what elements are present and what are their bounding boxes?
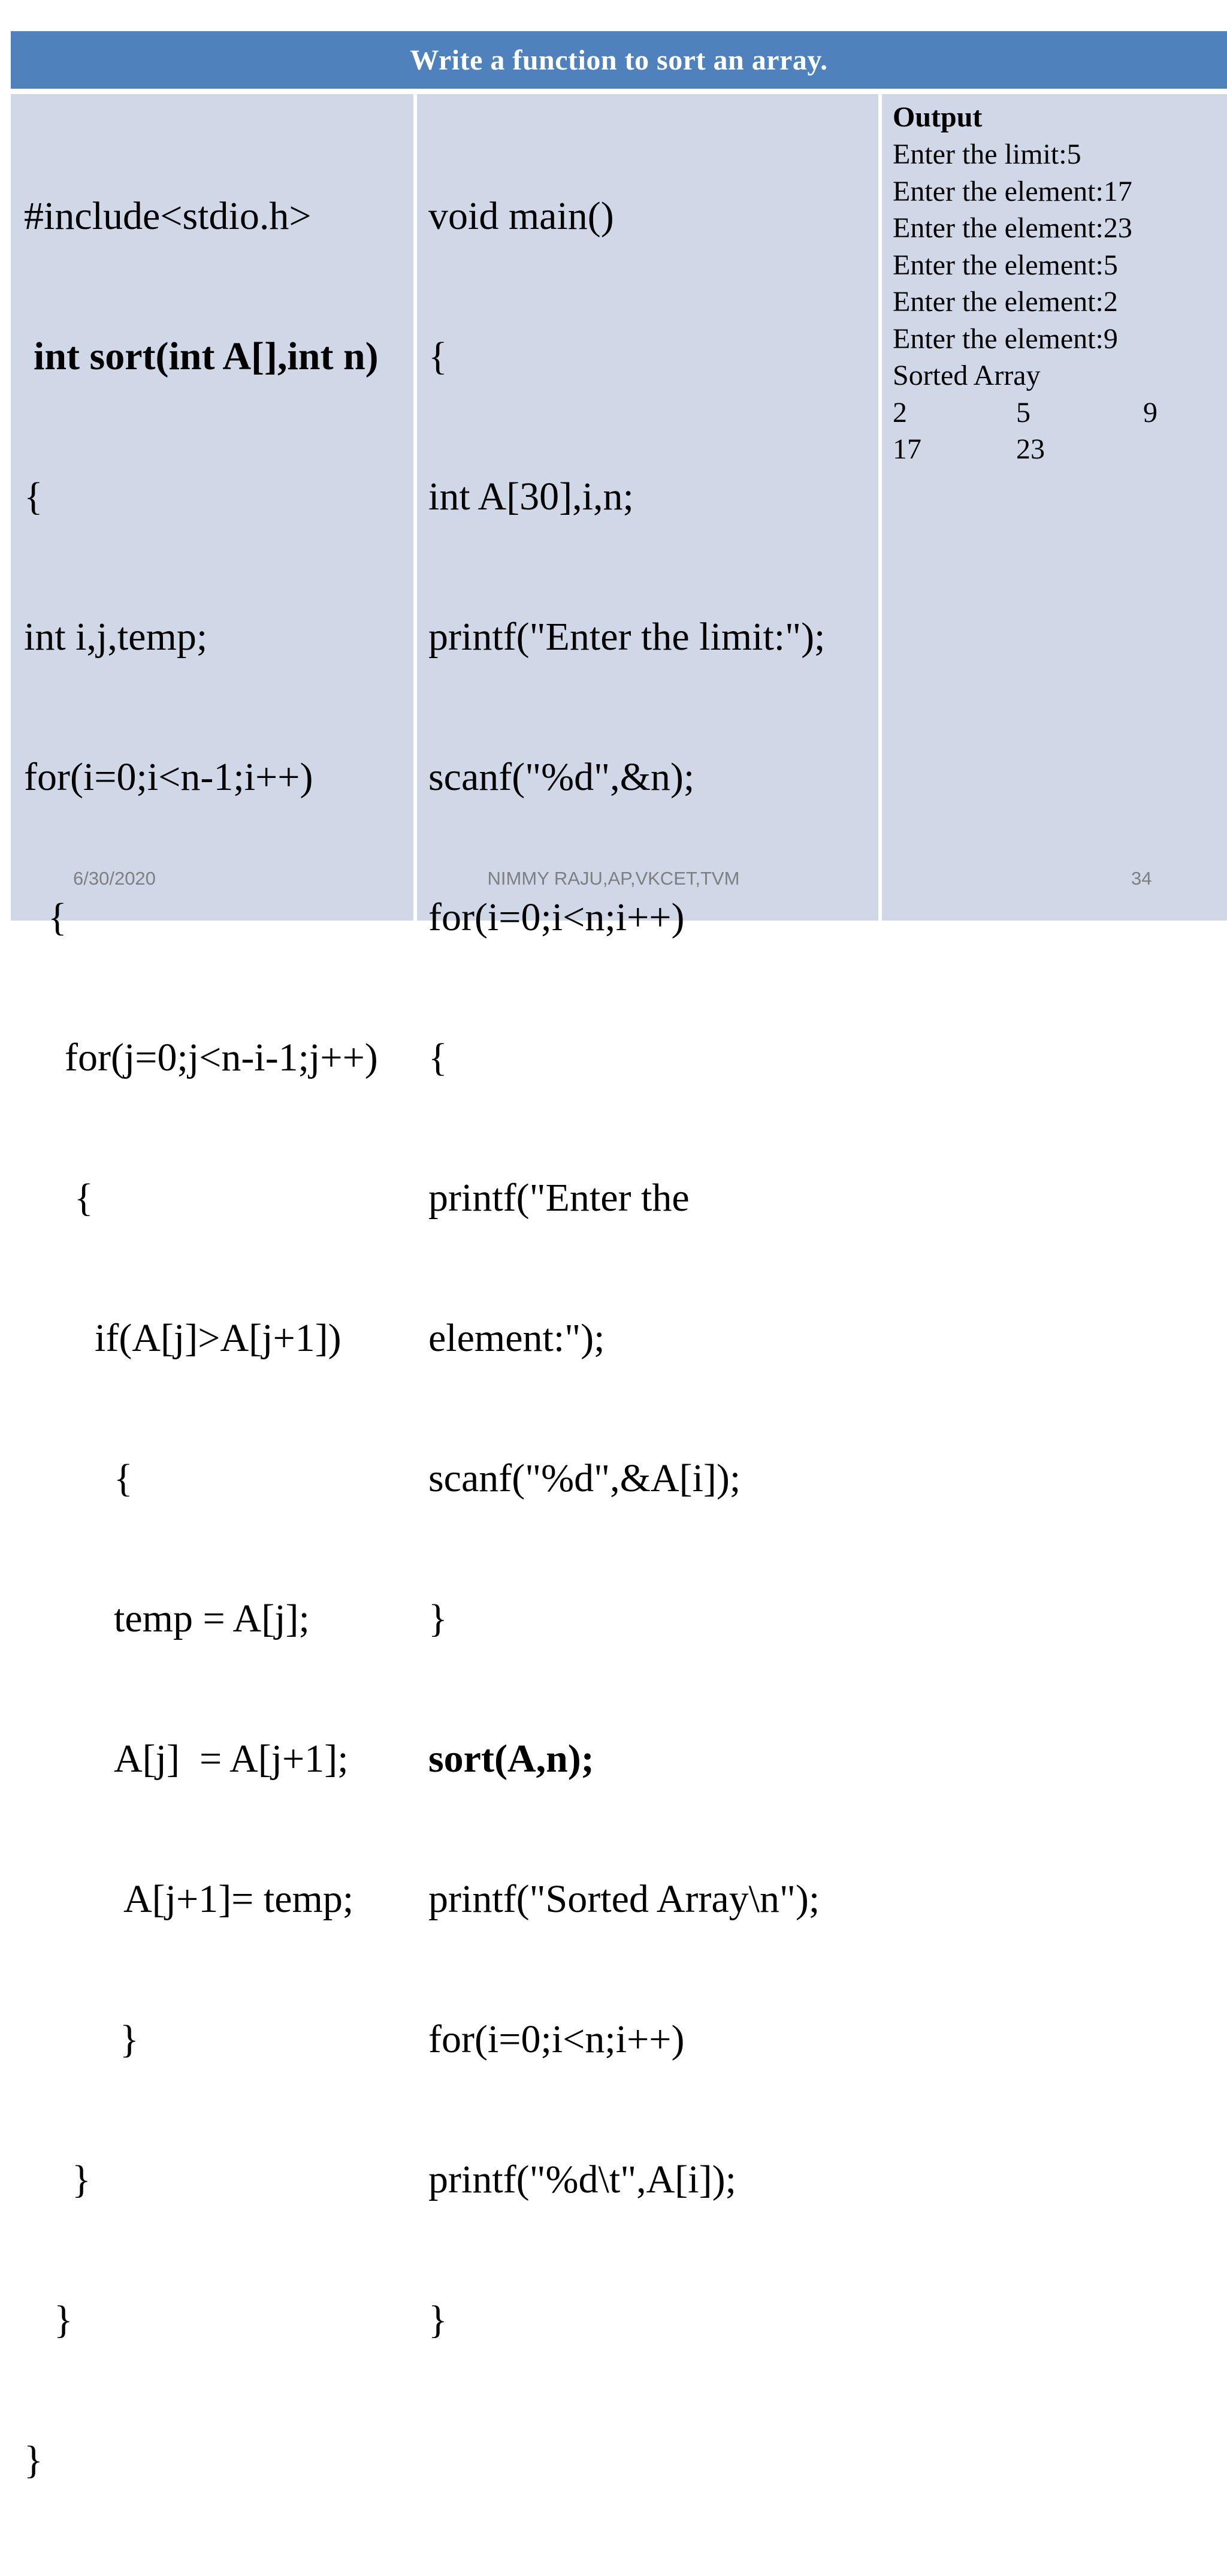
code-line: void main() [428, 194, 614, 238]
main-function-column [417, 94, 878, 2342]
code-line: for(j=0;j<n-i-1;j++) [65, 1036, 378, 1079]
code-line: scanf("%d",&A[i]); [428, 1456, 741, 1500]
code-line: } [120, 2017, 139, 2061]
code-line: { [48, 895, 67, 939]
output-line: Sorted Array [893, 360, 1041, 391]
code-line: A[j+1]= temp; [123, 1877, 354, 1921]
sorted-number: 9 [1143, 396, 1158, 429]
sorted-number: 2 [893, 396, 907, 429]
sort-function-code [24, 101, 379, 2576]
output-heading: Output [893, 101, 983, 133]
code-line: temp = A[j]; [114, 1597, 310, 1640]
code-line: printf("Enter the [428, 1176, 690, 1220]
output-line: Enter the element:5 [893, 249, 1118, 281]
code-line: for(i=0;i<n;i++) [428, 2017, 685, 2061]
output-block [893, 99, 1158, 468]
sorted-number: 23 [1016, 433, 1045, 465]
code-line: scanf("%d",&n); [428, 755, 695, 799]
sorted-number: 17 [893, 433, 921, 465]
code-line: printf("Sorted Array\n"); [428, 1877, 820, 1921]
output-column [882, 94, 1227, 921]
code-line: sort(A,n); [428, 1737, 594, 1781]
code-line: printf("%d\t",A[i]); [428, 2158, 736, 2201]
footer-author: NIMMY RAJU,AP,VKCET,TVM [487, 868, 740, 889]
footer-date: 6/30/2020 [73, 868, 156, 889]
code-line: element:"); [428, 1316, 605, 1360]
output-line: Enter the element:2 [893, 286, 1118, 318]
code-line: } [72, 2158, 91, 2201]
output-line: Enter the element:17 [893, 175, 1132, 207]
code-line: #include<stdio.h> [24, 194, 312, 238]
code-line: } [428, 2298, 448, 2342]
output-line: Enter the element:9 [893, 322, 1118, 355]
code-line: } [24, 2438, 43, 2482]
footer-page-number: 34 [1131, 868, 1152, 889]
code-line: int i,j,temp; [24, 615, 208, 659]
output-line: Enter the limit:5 [893, 138, 1081, 170]
code-line: for(i=0;i<n-1;i++) [24, 755, 313, 799]
sorted-number: 5 [1016, 396, 1030, 429]
code-line: { [428, 334, 448, 378]
code-line: printf("Enter the limit:"); [428, 615, 826, 659]
code-line: for(i=0;i<n;i++) [428, 895, 685, 939]
code-line: int sort(int A[],int n) [34, 334, 379, 378]
sort-function-column [11, 94, 413, 2482]
sorted-numbers-row [893, 431, 1132, 468]
code-line: { [24, 475, 43, 518]
code-line: } [54, 2298, 73, 2342]
code-line: A[j] = A[j+1]; [114, 1737, 349, 1781]
code-line: { [428, 1036, 448, 1079]
main-function-code [428, 101, 825, 2436]
slide-title: Write a function to sort an array. [11, 31, 1227, 89]
code-line: if(A[j]>A[j+1]) [95, 1316, 341, 1360]
output-line: Enter the element:23 [893, 212, 1132, 244]
code-line: { [114, 1456, 133, 1500]
code-line: } [428, 1597, 448, 1640]
code-line: { [74, 1176, 93, 1220]
sorted-numbers-row [893, 394, 1158, 432]
code-line: int A[30],i,n; [428, 475, 634, 518]
